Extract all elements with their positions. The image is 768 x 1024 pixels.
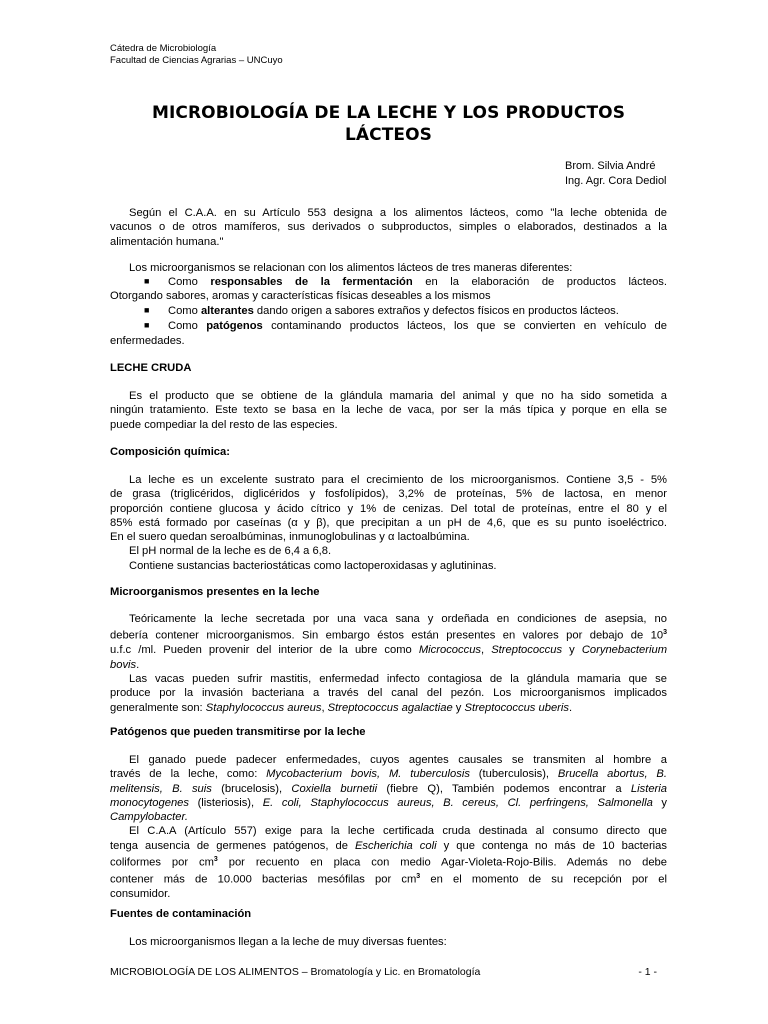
intro-line: alimentación humana.": [110, 235, 224, 248]
paragraph-line: de grasa (triglicéridos, diglicéridos y fosfolípidos), 3,2% de proteínas, 5% de lactosa, en menor: [110, 488, 667, 501]
superscript: 3: [663, 629, 667, 637]
paragraph-line: Contiene sustancias bacteriostáticas como lactoperoxidasas y aglutininas.: [129, 559, 497, 572]
leche-cruda-paragraph: [110, 389, 667, 432]
species-name: Coxiella burnetii: [291, 782, 378, 795]
bullet-suffix: dando origen a sabores extraños y defectos físicos en productos lácteos.: [253, 305, 619, 317]
species-name: Brucella abortus, B.: [557, 768, 667, 781]
species-name: Escherichia coli: [354, 839, 437, 852]
bullet-item-fermentation: [110, 275, 667, 289]
line-text: ,: [321, 701, 328, 714]
species-name: Streptococcus: [491, 644, 563, 657]
intro-line: Según el C.A.A. en su Artículo 553 designa a los alimentos lácteos, como "la leche obtenida de: [129, 207, 667, 219]
paragraph-line: 85% está formado por caseínas (α y β), que precipitan a un pH de 4,6, que es su punto isoeléctrico.: [110, 516, 667, 529]
bullet-text: [110, 319, 667, 333]
patogenos-paragraph: [110, 753, 667, 901]
species-name: Campylobacter.: [110, 811, 188, 824]
bullet-continuation: [110, 334, 667, 348]
paragraph-line: [110, 782, 667, 796]
paragraph-line: Las vacas pueden sufrir mastitis, enfermedad infecto contagiosa de la glándula mamaria que se: [129, 672, 667, 685]
paragraph-line: puede compediar la del resto de las especies.: [110, 418, 338, 431]
bullet-suffix: contaminando productos lácteos, los que se convierten en vehículo de: [262, 320, 668, 332]
line-text: generalmente son:: [110, 701, 206, 714]
paragraph-line: ningún tratamiento. Este texto se basa en la leche de vaca, por ser la más típica y porque en ella se: [110, 404, 667, 417]
superscript: 3: [416, 873, 421, 881]
page-number: - 1 -: [638, 966, 657, 978]
species-name: Listeria: [630, 782, 667, 795]
paragraph-line: En el suero quedan seroalbúminas, inmunoglobulinas y α lactoalbúmina.: [110, 531, 470, 544]
line-text: por recuento en placa con medio Agar-Violeta-Rojo-Bilis. Además no debe: [217, 856, 667, 869]
paragraph-line: consumidor.: [110, 888, 171, 901]
bullet-suffix: en la elaboración de productos lácteos.: [412, 276, 667, 288]
paragraph-line: [110, 839, 667, 853]
bullet-prefix: Como: [168, 320, 207, 332]
section-heading-presentes: Microorganismos presentes en la leche: [110, 586, 320, 598]
composicion-paragraph: [110, 473, 667, 573]
paragraph-line: [110, 643, 667, 657]
footer-course-title: MICROBIOLOGÍA DE LOS ALIMENTOS – Bromatología y Lic. en Bromatología: [110, 966, 481, 978]
paragraph-line: El pH normal de la leche es de 6,4 a 6,8.: [129, 545, 332, 558]
fuentes-paragraph: [110, 935, 667, 949]
bullet-square-icon: ■: [144, 276, 150, 286]
paragraph-line: [110, 810, 667, 824]
line-text: (fiebre Q), También podemos encontrar a: [377, 782, 631, 795]
species-name: Corynebacterium: [581, 644, 668, 657]
section-heading-composicion: Composición química:: [110, 446, 230, 458]
section-heading-fuentes: Fuentes de contaminación: [110, 908, 252, 920]
bullet-bold-term: patógenos: [206, 320, 263, 332]
species-name: Micrococcus: [418, 644, 482, 657]
intro-paragraph: [110, 206, 667, 249]
species-name: Staphylococcus aureus: [205, 701, 322, 714]
chair-name: Cátedra de Microbiología: [110, 43, 217, 54]
paragraph-line: Teóricamente la leche secretada por una vaca sana y ordeñada en condiciones de asepsia, no: [129, 613, 667, 625]
line-text: debería contener microorganismos. Sin embargo éstos están presentes en valores por debajo de 10: [110, 630, 664, 643]
paragraph-line: [110, 701, 667, 715]
species-name: Streptococcus uberis: [464, 701, 569, 714]
bullet-continuation: [110, 289, 667, 303]
species-name: melitensis, B. suis: [110, 782, 212, 795]
paragraph-line: [110, 767, 667, 781]
line-text: .: [136, 658, 140, 671]
line-text: través de la leche, como:: [110, 768, 267, 781]
page-footer: [110, 966, 667, 979]
paragraph-line: Los microorganismos llegan a la leche de muy diversas fuentes:: [129, 936, 447, 948]
superscript: 3: [213, 856, 218, 864]
paragraph-line: [110, 796, 667, 810]
species-name: E. coli, Staphylococcus aureus, B. cereus, Cl. perfringens, Salmonella: [262, 796, 653, 809]
species-name: Mycobacterium bovis, M. tuberculosis: [266, 768, 470, 781]
line-text: contener más de 10.000 bacterias mesófilas por cm: [110, 873, 417, 886]
bullet-text: [110, 275, 667, 289]
paragraph-line: El C.A.A (Artículo 557) exige para la leche certificada cruda destinada al consumo directo que: [129, 825, 667, 838]
line-text: (listeriosis),: [189, 796, 263, 809]
line-text: en el momento de su recepción por el: [420, 873, 668, 886]
paragraph-line: proporción contiene glucosa y ácido cítrico y 1% de cenizas. Del total de proteínas, entre el 80 y el: [110, 502, 667, 515]
section-heading-leche-cruda: LECHE CRUDA: [110, 362, 192, 374]
paragraph-line: [110, 853, 667, 870]
title-line-1: MICROBIOLOGÍA DE LA LECHE Y LOS PRODUCTOS: [151, 103, 626, 123]
relations-lead: Los microorganismos se relacionan con los alimentos lácteos de tres maneras diferentes:: [129, 262, 573, 274]
institution-header: [110, 43, 283, 67]
author-1: Brom. Silvia André: [565, 160, 656, 172]
bullet-square-icon: ■: [144, 305, 150, 315]
paragraph-line: [110, 626, 667, 643]
line-text: (tuberculosis),: [469, 768, 558, 781]
line-text: u.f.c /ml. Pueden provenir del interior de la ubre como: [110, 644, 419, 657]
bullet-bold-term: alterantes: [200, 305, 254, 317]
bullet-continuation-text: enfermedades.: [110, 335, 185, 347]
paragraph-line: produce por la invasión bacteriana a través del canal del pezón. Los microorganismos implicados: [110, 687, 667, 700]
bullet-continuation-text: Otorgando sabores, aromas y características físicas deseables a los mismos: [110, 290, 491, 302]
paragraph-line: [110, 658, 667, 672]
line-text: coliformes por cm: [110, 856, 214, 869]
paragraph-line: Es el producto que se obtiene de la glándula mamaria del animal y que no ha sido sometida a: [129, 390, 667, 402]
section-heading-patogenos: Patógenos que pueden transmitirse por la leche: [110, 726, 366, 738]
bullet-item-alterantes: [110, 304, 667, 318]
line-text: y que contenga no más de 10 bacterias: [436, 839, 667, 852]
bullet-bold-term: responsables de la fermentación: [210, 276, 413, 288]
line-text: y: [452, 701, 465, 714]
intro-line: vacunos o de otros mamíferos, sus derivados o subproductos, simples o elaborados, destinados a la: [110, 221, 667, 234]
species-name: monocytogenes: [110, 796, 189, 809]
species-name: bovis: [110, 658, 137, 671]
bullet-item-patogenos: [110, 319, 667, 333]
line-text: y: [562, 644, 582, 657]
bullet-prefix: Como: [168, 276, 211, 288]
bullet-text: [110, 304, 667, 318]
paragraph-line: La leche es un excelente sustrato para el crecimiento de los microorganismos. Contiene 3,5 - 5%: [129, 474, 667, 486]
paragraph-line: [110, 870, 667, 887]
relations-paragraph: [110, 261, 667, 275]
authors: [565, 159, 667, 189]
bullet-square-icon: ■: [144, 320, 150, 330]
faculty-name: Facultad de Ciencias Agrarias – UNCuyo: [110, 55, 283, 66]
line-text: .: [568, 701, 573, 714]
line-text: (brucelosis),: [211, 782, 292, 795]
line-text: y: [652, 796, 667, 809]
line-text: tenga ausencia de germenes patógenos, de: [110, 839, 355, 852]
species-name: Streptococcus agalactiae: [327, 701, 453, 714]
line-text: ,: [481, 644, 492, 657]
title-line-2: LÁCTEOS: [344, 125, 433, 145]
paragraph-line: El ganado puede padecer enfermedades, cuyos agentes causales se transmiten al hombre a: [129, 754, 667, 766]
author-2: Ing. Agr. Cora Dediol: [565, 175, 667, 187]
presentes-paragraph: [110, 612, 667, 715]
bullet-prefix: Como: [168, 305, 201, 317]
document-title: [110, 102, 667, 146]
